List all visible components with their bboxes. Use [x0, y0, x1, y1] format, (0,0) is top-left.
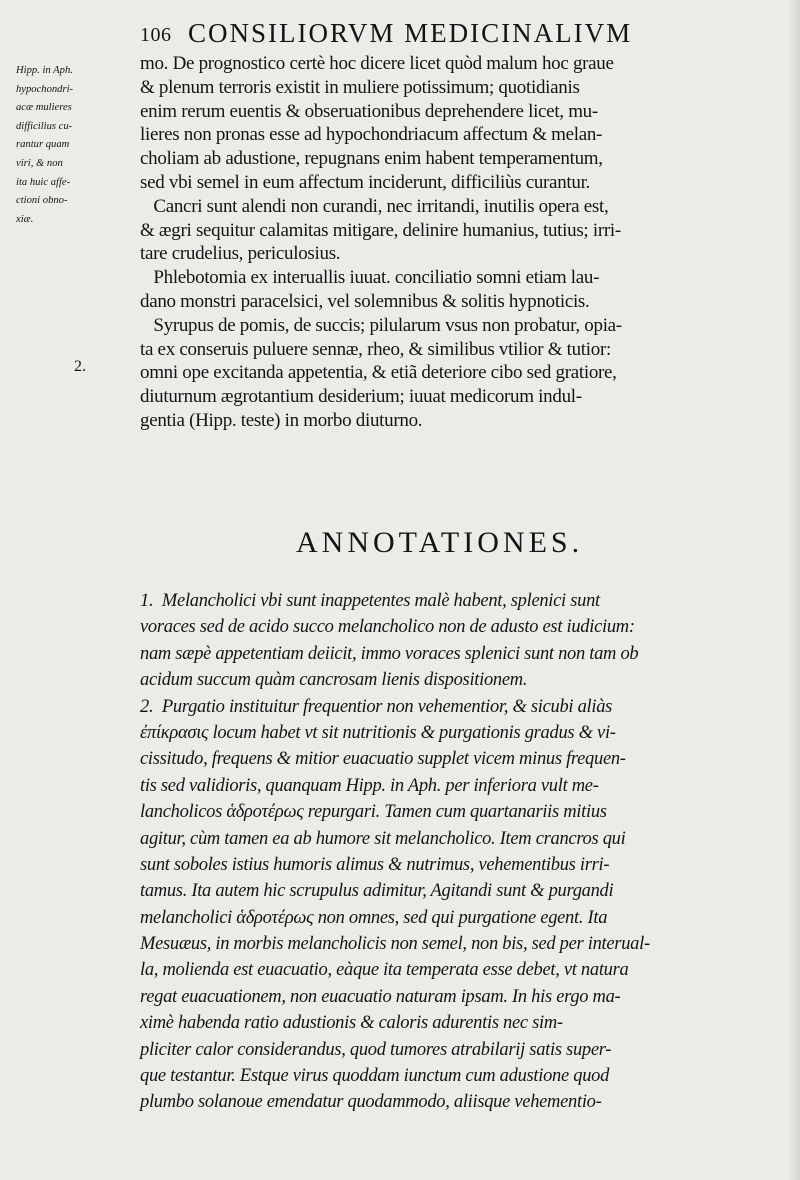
body-line: Cancri sunt alendi non curandi, nec irritandi, inutilis opera est,: [140, 195, 609, 217]
body-line: mo. De prognostico certè hoc dicere licet quòd malum hoc graue: [140, 53, 614, 74]
annotation-line: cissitudo, frequens & mitior euacuatio supplet vicem minus frequen-: [140, 749, 626, 770]
body-line: enim rerum euentis & obseruationibus deprehendere licet, mu-: [140, 100, 598, 122]
annotation-line: pliciter calor considerandus, quod tumores atrabilarij satis super-: [140, 1039, 612, 1060]
annotation-line: lancholicos ἁδροτέρως repurgari. Tamen cum quartanariis mitius: [140, 802, 607, 823]
body-line: lieres non pronas esse ad hypochondriacum affectum & melan-: [140, 124, 603, 146]
body-line: ta ex conseruis puluere sennæ, rheo, & similibus vtilior & tutior:: [140, 338, 611, 360]
body-line: diuturnum ægrotantium desiderium; iuuat medicorum indul-: [140, 386, 582, 408]
running-title: CONSILIORVM MEDICINALIVM: [188, 18, 633, 48]
body-line: omni ope excitanda appetentia, & etiã deteriore cibo sed gratiore,: [140, 362, 617, 384]
page-header: [140, 18, 740, 52]
body-text: [140, 52, 770, 433]
annotation-line: melancholici ἁδροτέρως non omnes, sed qui purgatione egent. Ita: [140, 907, 608, 928]
annotation-line: nam sæpè appetentiam deiicit, immo voraces splenici sunt non tam ob: [140, 643, 639, 664]
annotation-line: voraces sed de acido succo melancholico non de adusto est iudicium:: [140, 617, 635, 638]
body-line: gentia (Hipp. teste) in morbo diuturno.: [140, 409, 423, 431]
page-number: 106: [140, 24, 172, 46]
page-edge: [788, 0, 800, 1180]
annotation-line: plumbo solanoue emendatur quodammodo, aliisque vehementio-: [140, 1092, 602, 1113]
annotation-line: 1. Melancholici vbi sunt inappetentes malè habent, splenici sunt: [140, 591, 600, 611]
annotations-text: [140, 588, 770, 1116]
body-line: Syrupus de pomis, de succis; pilularum vsus non probatur, opia-: [140, 314, 622, 336]
annotation-line: agitur, cùm tamen ea ab humore sit melancholico. Item crancros qui: [140, 828, 626, 849]
annotation-line: acidum succum quàm cancrosam lienis dispositionem.: [140, 670, 528, 691]
margin-numeral: 2.: [74, 358, 86, 375]
annotation-line: ximè habenda ratio adustionis & caloris adurentis nec sim-: [140, 1013, 563, 1034]
annotation-line: la, molienda est euacuatio, eàque ita temperata esse debet, vt natura: [140, 960, 629, 981]
body-line: tare crudelius, periculosius.: [140, 243, 341, 265]
body-line: Phlebotomia ex interuallis iuuat. conciliatio somni etiam lau-: [140, 267, 600, 289]
section-heading: ANNOTATIONES.: [296, 526, 584, 559]
body-line: dano monstri paracelsici, vel solemnibus & solitis hypnoticis.: [140, 290, 590, 312]
annotation-line: tamus. Ita autem hic scrupulus adimitur, Agitandi sunt & purgandi: [140, 881, 614, 902]
annotation-line: sunt soboles istius humoris alimus & nutrimus, vehementibus irri-: [140, 854, 610, 875]
body-line: sed vbi semel in eum affectum inciderunt, difficiliùs curantur.: [140, 171, 590, 193]
annotation-line: ἐπίκρασις locum habet vt sit nutritionis & purgationis gradus & vi-: [140, 722, 616, 743]
annotation-line: 2. Purgatio instituitur frequentior non vehementior, & sicubi aliàs: [140, 696, 613, 717]
margin-note: Hipp. in Aph. hypochondri- acæ mulieres difficilius cu- rantur quam viri, & non ita huic affe- ctioni obno- xiæ.: [16, 65, 74, 225]
body-line: choliam ab adustione, repugnans enim habent temperamentum,: [140, 148, 603, 170]
annotation-line: que testantur. Estque virus quoddam iunctum cum adustione quod: [140, 1066, 610, 1087]
annotation-line: tis sed validioris, quanquam Hipp. in Aph. per inferiora vult me-: [140, 775, 599, 796]
body-line: & ægri sequitur calamitas mitigare, delinire humanius, tutius; irri-: [140, 219, 621, 241]
annotation-line: Mesuæus, in morbis melancholicis non semel, non bis, sed per interual-: [140, 934, 650, 955]
body-line: & plenum terroris existit in muliere potissimum; quotidianis: [140, 76, 580, 98]
annotation-line: regat euacuationem, non euacuatio naturam ipsam. In his ergo ma-: [140, 986, 621, 1007]
